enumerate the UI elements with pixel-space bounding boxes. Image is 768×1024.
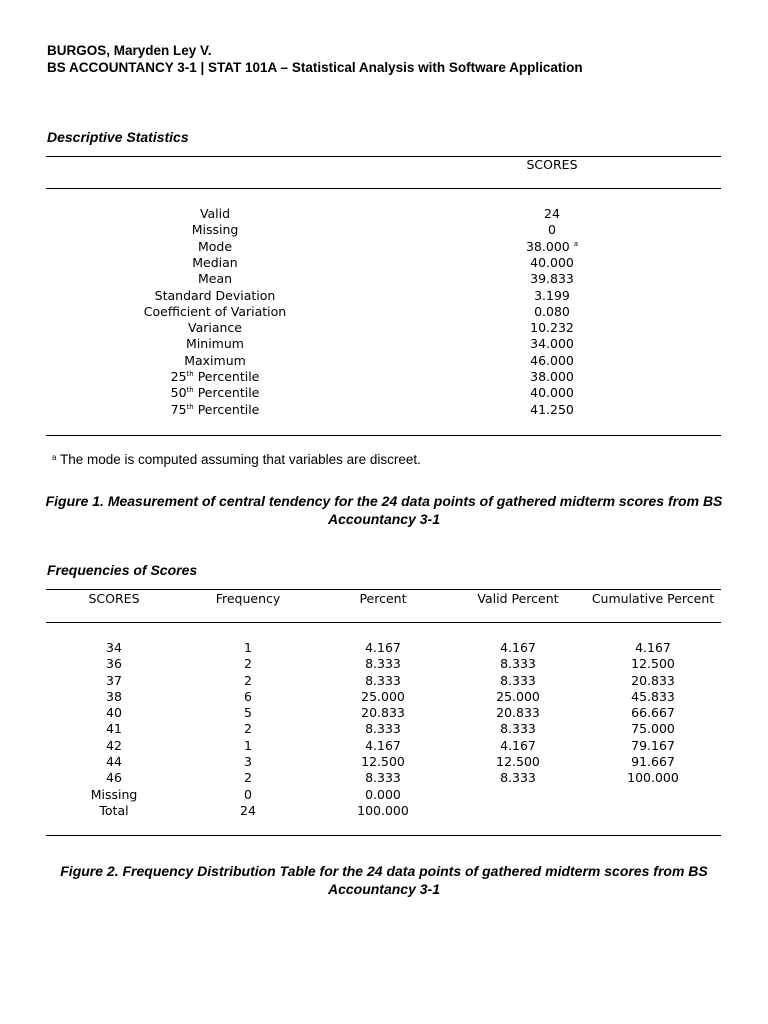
table-cell: 100.000 xyxy=(627,770,679,786)
stat-value xyxy=(492,385,612,401)
table-cell: 36 xyxy=(106,656,122,672)
table-cell: 1 xyxy=(244,737,252,753)
table-bottom-rule xyxy=(46,435,721,436)
course-line: BS ACCOUNTANCY 3-1 | STAT 101A – Statistical Analysis with Software Application xyxy=(47,60,583,75)
table-cell: 25.000 xyxy=(496,688,540,704)
table-cell: 20.833 xyxy=(361,705,405,721)
percentile-number: 25 xyxy=(170,369,187,384)
table-cell: 2 xyxy=(244,770,252,786)
scores-column-header: SCORES xyxy=(526,157,578,172)
stat-value-text: 24 xyxy=(544,206,560,221)
freq-header-cumulative-percent: Cumulative Percent xyxy=(591,591,715,606)
table-cell: 20.833 xyxy=(496,705,540,721)
freq-header-percent: Percent xyxy=(359,591,407,606)
percentile-suffix: th xyxy=(186,402,194,411)
author-name: BURGOS, Maryden Ley V. xyxy=(47,43,212,58)
table-cell: 91.667 xyxy=(631,754,675,770)
stat-value xyxy=(492,255,612,271)
table-cell: 4.167 xyxy=(365,640,401,655)
stat-label xyxy=(115,369,315,385)
stat-value-text: 40.000 xyxy=(530,254,574,270)
stat-value xyxy=(492,271,612,287)
table-cell: 25.000 xyxy=(361,688,405,704)
table-cell: Missing xyxy=(90,786,138,802)
stat-value-text: 40.000 xyxy=(530,385,574,401)
percentile-word: Percentile xyxy=(193,385,260,401)
stat-value xyxy=(492,206,612,222)
table-cell: 0 xyxy=(244,786,252,802)
stat-label xyxy=(115,402,315,418)
freq-table-top-rule xyxy=(46,589,721,590)
table-cell: 45.833 xyxy=(631,688,675,704)
stat-label: Mode xyxy=(197,238,233,254)
table-cell: 4.167 xyxy=(365,737,401,753)
stat-label: Valid xyxy=(199,206,231,221)
stat-value-text: 0.080 xyxy=(534,303,570,319)
table-cell: 41 xyxy=(106,721,122,737)
stat-value xyxy=(492,288,612,304)
stat-value xyxy=(492,222,612,238)
stat-label: Standard Deviation xyxy=(154,287,276,303)
table-cell: 3 xyxy=(244,754,252,770)
stat-label: Mean xyxy=(197,271,233,287)
table-cell: 5 xyxy=(244,705,252,721)
percentile-number: 50 xyxy=(170,385,187,401)
freq-header-valid-percent: Valid Percent xyxy=(477,591,559,606)
percentile-word: Percentile xyxy=(193,401,260,417)
stat-value-text: 46.000 xyxy=(530,352,574,368)
table-cell: 66.667 xyxy=(631,705,675,721)
table-cell: 0.000 xyxy=(365,786,401,802)
stat-value-text: 10.232 xyxy=(530,320,574,336)
table-cell: 44 xyxy=(106,754,122,770)
table-cell: 8.333 xyxy=(500,770,536,786)
table-cell: 42 xyxy=(106,737,122,753)
table-cell: 8.333 xyxy=(365,672,401,688)
percentile-suffix: th xyxy=(186,386,194,395)
table-cell: 8.333 xyxy=(365,770,401,786)
col-frequency xyxy=(188,640,308,819)
stat-label: Missing xyxy=(191,222,239,238)
freq-table-bottom-rule xyxy=(46,835,721,836)
footnote-mark: a xyxy=(52,453,57,462)
table-cell: 12.500 xyxy=(496,754,540,770)
table-cell: Total xyxy=(99,802,129,818)
table-cell: 12.500 xyxy=(631,656,675,672)
table-header-rule xyxy=(46,188,721,189)
stat-value xyxy=(492,304,612,320)
stat-label: Maximum xyxy=(184,352,246,368)
table-cell: 8.333 xyxy=(365,656,401,672)
table-cell: 4.167 xyxy=(635,640,671,655)
table-cell: 8.333 xyxy=(500,672,536,688)
table-cell: 8.333 xyxy=(365,721,401,737)
table-cell: 2 xyxy=(244,656,252,672)
table-cell: 8.333 xyxy=(500,721,536,737)
stat-value-text: 41.250 xyxy=(530,401,574,417)
stat-value xyxy=(492,353,612,369)
figure-2-caption: Figure 2. Frequency Distribution Table for the 24 data points of gathered midterm scores from BS Accountancy 3-1 xyxy=(60,863,708,897)
col-valid-percent xyxy=(458,640,578,787)
stat-value xyxy=(492,336,612,352)
col-percent xyxy=(323,640,443,819)
table-cell: 100.000 xyxy=(357,802,409,818)
stat-label: Minimum xyxy=(186,336,244,352)
col-scores xyxy=(54,640,174,819)
mode-footnote-mark: a xyxy=(573,239,579,248)
percentile-suffix: th xyxy=(186,369,194,378)
freq-table-header-rule xyxy=(46,622,721,623)
freq-header-frequency: Frequency xyxy=(215,591,281,606)
percentile-number: 75 xyxy=(170,401,187,417)
table-cell: 79.167 xyxy=(631,737,675,753)
stat-value xyxy=(492,369,612,385)
freq-header-scores: SCORES xyxy=(88,591,140,606)
table-cell: 20.833 xyxy=(631,672,675,688)
stat-value-text: 38.000 xyxy=(525,238,570,254)
table-cell: 38 xyxy=(106,688,122,704)
table-cell: 6 xyxy=(244,688,252,704)
table-cell: 75.000 xyxy=(631,721,675,737)
frequencies-title: Frequencies of Scores xyxy=(47,562,198,578)
stat-value xyxy=(492,320,612,336)
stat-value xyxy=(492,402,612,418)
table-cell: 1 xyxy=(244,640,252,655)
table-cell: 24 xyxy=(240,802,256,818)
footnote-text: The mode is computed assuming that variables are discreet. xyxy=(59,452,421,467)
percentile-word: Percentile xyxy=(193,369,260,384)
table-cell: 4.167 xyxy=(500,640,536,655)
stat-label xyxy=(115,385,315,401)
stat-label: Coefficient of Variation xyxy=(143,303,287,319)
table-cell: 37 xyxy=(106,672,122,688)
stat-value-text: 34.000 xyxy=(530,336,574,352)
stat-value-text: 38.000 xyxy=(530,369,574,384)
table-cell: 4.167 xyxy=(500,737,536,753)
figure-1-caption: Figure 1. Measurement of central tendency for the 24 data points of gathered midterm scores from BS Accountancy 3-1 xyxy=(45,493,723,527)
col-cumulative-percent xyxy=(593,640,713,787)
table-cell: 34 xyxy=(106,640,122,655)
table-top-rule xyxy=(46,156,721,157)
table-cell: 46 xyxy=(106,770,122,786)
table-cell: 12.500 xyxy=(361,754,405,770)
table-cell: 8.333 xyxy=(500,656,536,672)
stat-value xyxy=(492,239,612,255)
stat-label: Variance xyxy=(188,320,242,336)
table-cell: 40 xyxy=(106,705,122,721)
stat-value-text: 0 xyxy=(548,222,556,238)
footnote xyxy=(52,452,421,467)
table-cell: 2 xyxy=(244,721,252,737)
stat-value-text: 3.199 xyxy=(534,287,570,303)
stat-label: Median xyxy=(192,254,238,270)
table-cell: 2 xyxy=(244,672,252,688)
stat-value-text: 39.833 xyxy=(530,271,574,287)
descriptive-stats-title: Descriptive Statistics xyxy=(47,129,189,145)
